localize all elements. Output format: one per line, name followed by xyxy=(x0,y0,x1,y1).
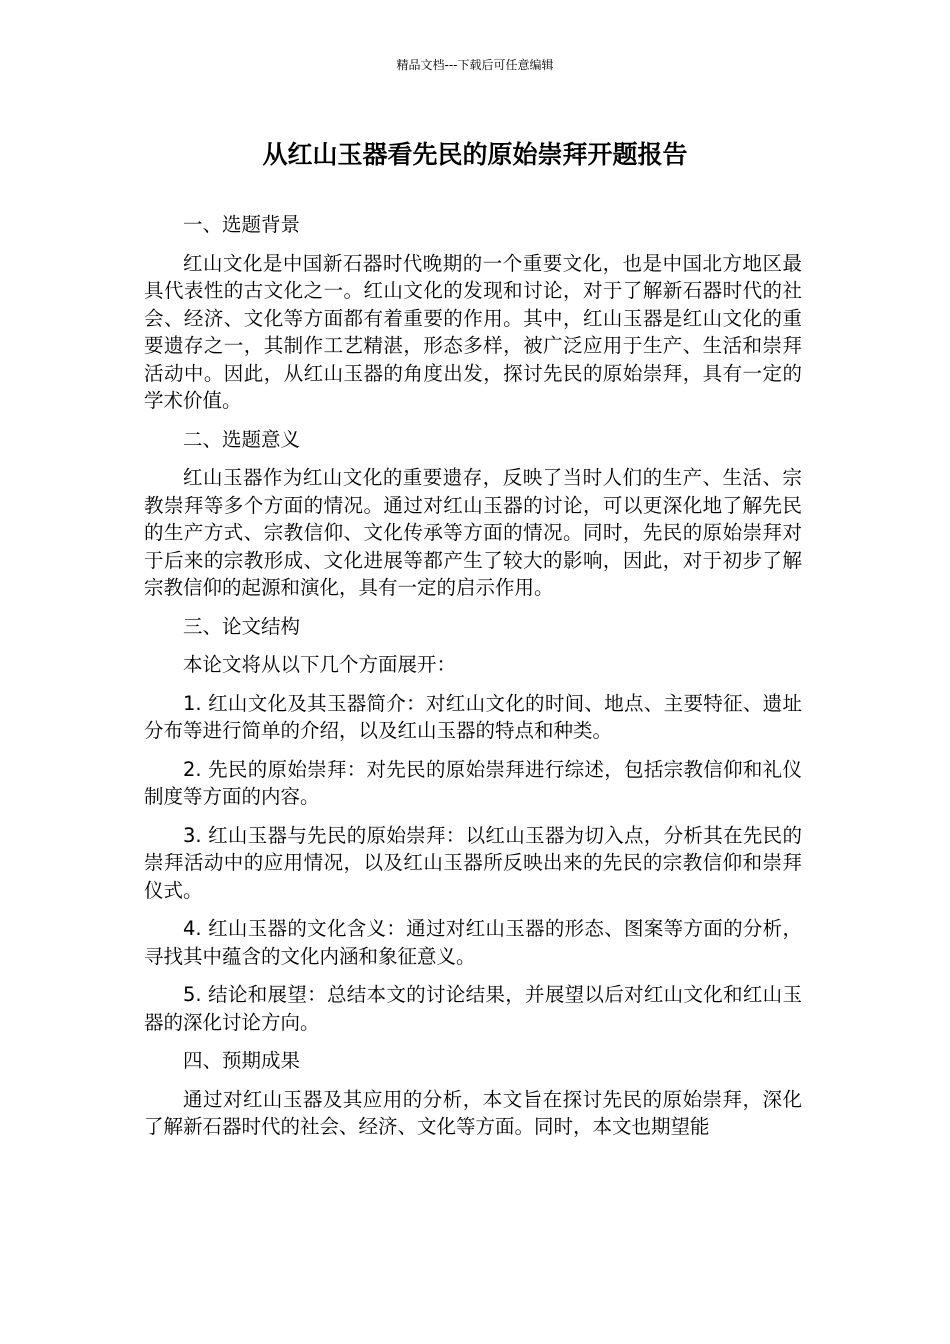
paragraph-structure-intro: 本论文将从以下几个方面展开： xyxy=(183,653,457,676)
list-item-5: 5. 结论和展望：总结本文的讨论结果，并展望以后对红山文化和红山玉器的深化讨论方向。 xyxy=(144,983,802,1034)
document-title: 从红山玉器看先民的原始崇拜开题报告 xyxy=(262,140,688,169)
paragraph-background: 红山文化是中国新石器时代晚期的一个重要文化，也是中国北方地区最具代表性的古文化之一。红山文化的发现和讨论，对于了解新石器时代的社会、经济、文化等方面都有着重要的作用。其中，红山玉器是红山文化的重要遗存之一，其制作工艺精湛，形态多样，被广泛应用于生产、生活和崇拜活动中。因此，从红山玉器的角度出发，探讨先民的原始崇拜，具有一定的学术价值。 xyxy=(144,251,802,412)
list-item-1: 1. 红山文化及其玉器简介：对红山文化的时间、地点、主要特征、遗址分布等进行简单的介绍，以及红山玉器的特点和种类。 xyxy=(144,691,802,742)
header-note: 精品文档---下载后可任意编辑 xyxy=(396,58,554,72)
section-heading-outcomes: 四、预期成果 xyxy=(183,1049,301,1072)
document-body xyxy=(144,211,802,1152)
paragraph-significance: 红山玉器作为红山文化的重要遗存，反映了当时人们的生产、生活、宗教崇拜等多个方面的情况。通过对红山玉器的讨论，可以更深化地了解先民的生产方式、宗教信仰、文化传承等方面的情况。同时，先民的原始崇拜对于后来的宗教形成、文化进展等都产生了较大的影响，因此，对于初步了解宗教信仰的起源和演化，具有一定的启示作用。 xyxy=(144,466,802,599)
list-item-3: 3. 红山玉器与先民的原始崇拜：以红山玉器为切入点，分析其在先民的崇拜活动中的应用情况，以及红山玉器所反映出来的先民的宗教信仰和崇拜仪式。 xyxy=(144,823,802,902)
section-heading-structure: 三、论文结构 xyxy=(183,614,301,638)
paragraph-outcomes: 通过对红山玉器及其应用的分析，本文旨在探讨先民的原始崇拜，深化了解新石器时代的社会、经济、文化等方面。同时，本文也期望能 xyxy=(144,1087,802,1138)
list-item-2: 2. 先民的原始崇拜：对先民的原始崇拜进行综述，包括宗教信仰和礼仪制度等方面的内容。 xyxy=(144,757,802,808)
section-heading-significance: 二、选题意义 xyxy=(183,427,301,451)
list-item-4: 4. 红山玉器的文化含义：通过对红山玉器的形态、图案等方面的分析，寻找其中蕴含的文化内涵和象征意义。 xyxy=(144,917,802,968)
section-heading-background: 一、选题背景 xyxy=(183,213,301,236)
